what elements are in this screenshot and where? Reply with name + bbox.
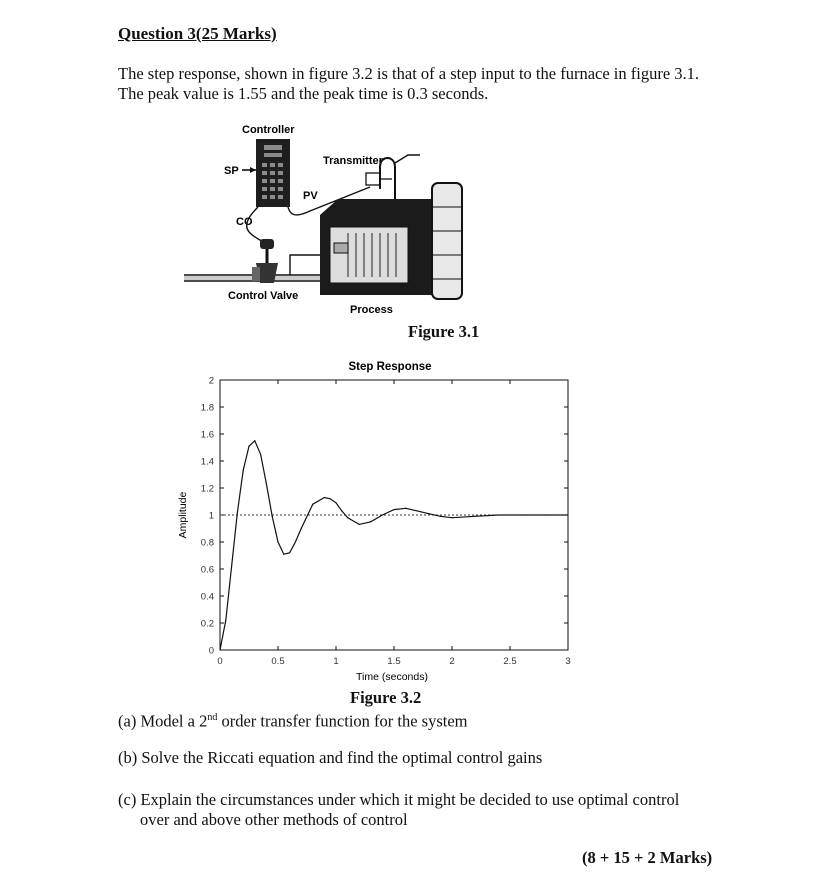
co-label: CO: [236, 216, 253, 228]
data-point: [341, 510, 342, 511]
data-point: [225, 620, 226, 621]
x-tick-label: 1: [333, 656, 339, 667]
x-tick-label: 0: [217, 656, 223, 667]
y-tick-label: 1.6: [200, 429, 214, 441]
data-point: [248, 446, 249, 447]
data-point: [335, 502, 336, 503]
data-point: [521, 514, 522, 515]
data-point: [260, 454, 261, 455]
control-valve: [252, 239, 278, 283]
data-point: [266, 483, 267, 484]
data-point: [243, 470, 244, 471]
x-tick-label: 1.5: [387, 656, 401, 667]
data-point: [312, 504, 313, 505]
transmitter-box: [366, 173, 380, 185]
data-point: [440, 516, 441, 517]
transmitter-leader: [395, 155, 420, 163]
y-tick-label: 1: [208, 510, 214, 522]
intro-line-2: The peak value is 1.55 and the peak time is 0.3 seconds.: [118, 84, 489, 103]
question-intro: [118, 64, 778, 104]
data-point: [324, 497, 325, 498]
y-tick-label: 2: [208, 375, 214, 387]
part-c-line-1: (c) Explain the circumstances under which it might be decided to use optimal control: [118, 790, 680, 809]
control-valve-label: Control Valve: [228, 290, 299, 302]
data-point: [451, 517, 452, 518]
step-response-chart: [170, 350, 590, 690]
data-point: [347, 517, 348, 518]
furnace-process-diagram: [170, 115, 490, 325]
x-tick-label: 2: [449, 656, 455, 667]
part-a-suffix: order transfer function for the system: [217, 711, 468, 731]
data-point: [237, 512, 238, 513]
x-tick-label: 0.5: [271, 656, 285, 667]
data-point: [330, 498, 331, 499]
y-tick-label: 1.4: [200, 456, 214, 468]
data-point: [231, 566, 232, 567]
y-tick-label: 1.2: [200, 483, 214, 495]
data-point: [301, 528, 302, 529]
y-tick-label: 1.8: [200, 402, 214, 414]
question-title: Question 3(25 Marks): [118, 24, 277, 43]
part-a: [118, 708, 468, 732]
intro-line-1: The step response, shown in figure 3.2 is that of a step input to the furnace in figure 3.1.: [118, 64, 700, 83]
process-label: Process: [350, 304, 393, 316]
figure-3-2-caption: Figure 3.2: [350, 688, 422, 707]
data-point: [417, 510, 418, 511]
y-tick-label: 0.6: [200, 564, 214, 576]
data-point: [475, 516, 476, 517]
data-point: [272, 516, 273, 517]
stack: [432, 183, 462, 299]
part-a-superscript: nd: [207, 712, 218, 723]
data-point: [219, 649, 220, 650]
data-point: [405, 508, 406, 509]
sp-label: SP: [224, 165, 239, 177]
data-point: [254, 440, 255, 441]
y-tick-label: 0: [208, 645, 214, 657]
marks-allocation: (8 + 15 + 2 Marks): [582, 848, 713, 867]
data-point: [428, 513, 429, 514]
part-c-line-2: over and above other methods of control: [140, 810, 408, 829]
data-point: [567, 514, 568, 515]
data-point: [277, 541, 278, 542]
y-tick-label: 0.8: [200, 537, 214, 549]
y-axis-label: Amplitude: [177, 491, 189, 539]
part-a-prefix: (a) Model a 2: [118, 711, 208, 731]
x-tick-label: 3: [565, 656, 571, 667]
y-tick-label: 0.4: [200, 591, 214, 603]
data-point: [382, 514, 383, 515]
data-point: [370, 521, 371, 522]
data-point: [393, 509, 394, 510]
transmitter-label: Transmitter: [323, 155, 383, 167]
x-axis-label: Time (seconds): [356, 671, 428, 683]
y-tick-label: 0.2: [200, 618, 214, 630]
part-c: [118, 790, 679, 830]
data-point: [544, 514, 545, 515]
controller-display: [262, 145, 283, 199]
data-point: [283, 554, 284, 555]
data-point: [289, 552, 290, 553]
figure-3-1-caption: Figure 3.1: [408, 322, 480, 341]
part-b: (b) Solve the Riccati equation and find the optimal control gains: [118, 748, 543, 767]
data-point: [295, 541, 296, 542]
pv-label: PV: [303, 190, 318, 202]
x-tick-label: 2.5: [503, 656, 517, 667]
chart-title: Step Response: [348, 361, 432, 373]
data-point: [498, 514, 499, 515]
controller-label: Controller: [242, 124, 295, 136]
data-point: [359, 524, 360, 525]
